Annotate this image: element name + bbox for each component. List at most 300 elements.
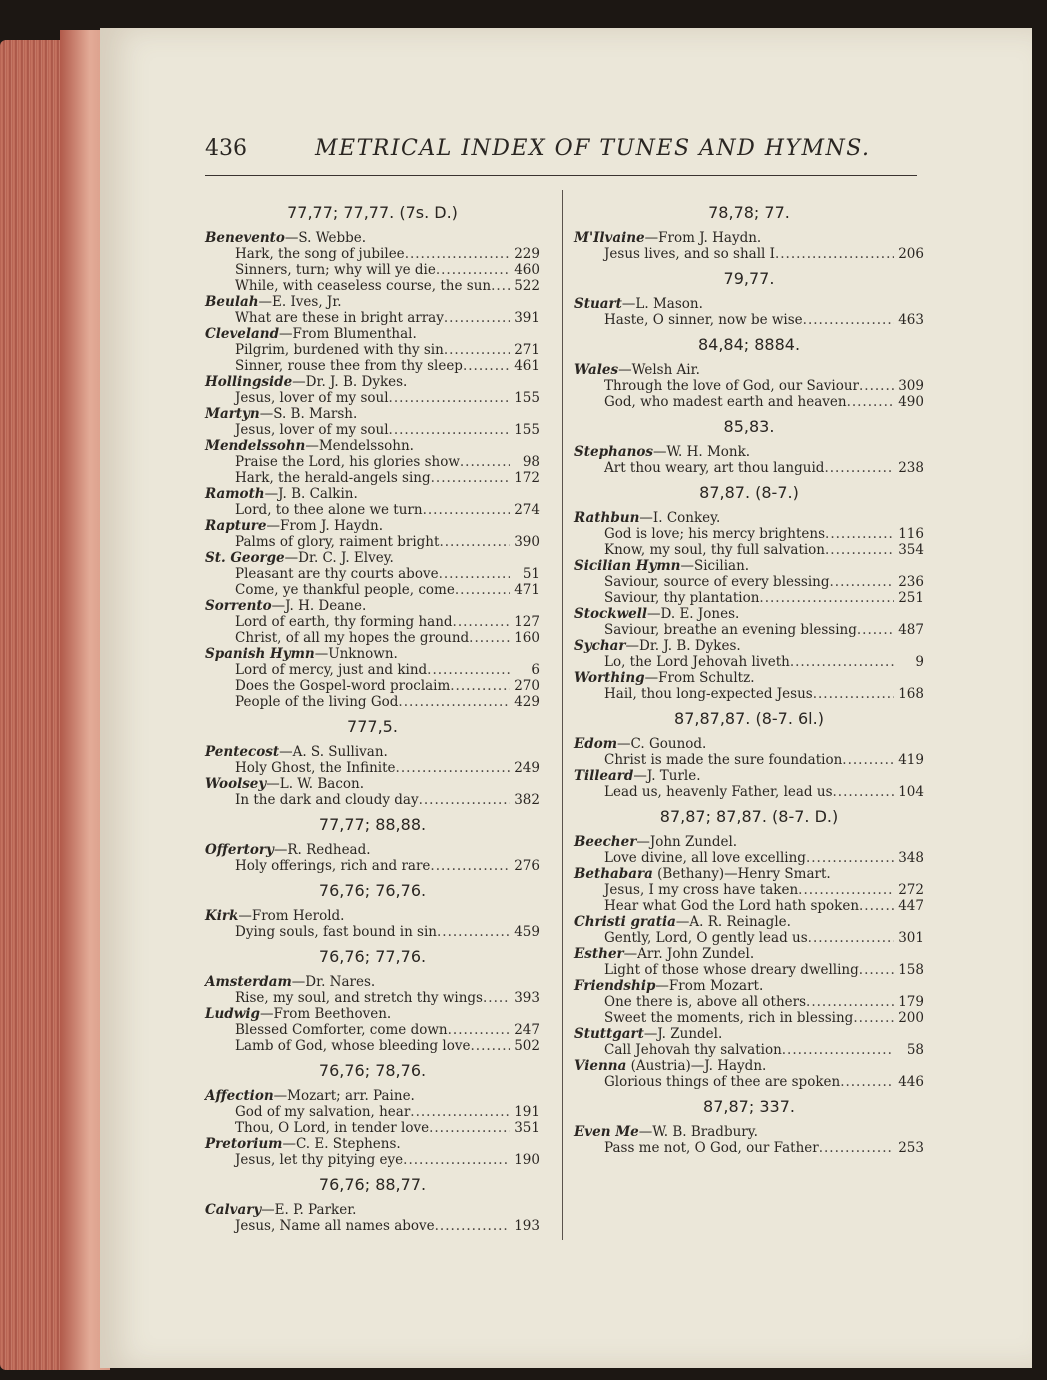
dot-leader <box>833 784 895 800</box>
meter-section <box>574 416 924 476</box>
tune-name: Stuart <box>574 296 622 312</box>
tune-name: Bethabara <box>574 866 653 882</box>
hymn-page-number: 487 <box>898 622 924 638</box>
tune-line <box>574 834 924 850</box>
hymn-first-line: One there is, above all others <box>604 994 807 1010</box>
tune-composer: —From J. Haydn. <box>644 230 762 246</box>
tune-composer: —Mozart; arr. Paine. <box>273 1088 415 1104</box>
hymn-page-number: 309 <box>898 378 924 394</box>
hymn-entry <box>574 654 924 670</box>
dot-leader <box>782 1042 894 1058</box>
tune-line <box>574 296 924 312</box>
tune-composer: —J. H. Deane. <box>271 598 367 614</box>
tune-name: Even Me <box>574 1124 639 1140</box>
hymn-first-line: Thou, O Lord, in tender love <box>235 1120 430 1136</box>
hymn-page-number: 276 <box>514 858 540 874</box>
dot-leader <box>483 990 510 1006</box>
dot-leader <box>825 526 894 542</box>
meter-section <box>205 202 540 710</box>
meter-section <box>574 708 924 800</box>
dot-leader <box>819 1140 894 1156</box>
tune-line <box>205 598 540 614</box>
meter-section <box>574 806 924 1090</box>
hymn-page-number: 429 <box>514 694 540 710</box>
hymn-page-number: 104 <box>898 784 924 800</box>
dot-leader <box>806 850 894 866</box>
meter-section <box>574 1096 924 1156</box>
left-column <box>205 196 540 1234</box>
hymn-entry <box>574 930 924 946</box>
hymn-first-line: Pass me not, O God, our Father <box>604 1140 819 1156</box>
tune-line <box>574 670 924 686</box>
tune-line <box>205 1202 540 1218</box>
hymn-page-number: 155 <box>514 390 540 406</box>
hymn-first-line: Lord of earth, thy forming hand <box>235 614 453 630</box>
tune-name: Sorrento <box>205 598 272 614</box>
header-rule <box>205 175 917 176</box>
tune-line <box>574 946 924 962</box>
hymn-first-line: Holy Ghost, the Infinite <box>235 760 396 776</box>
tune-name: Stephanos <box>574 444 653 460</box>
hymn-first-line: Love divine, all love excelling <box>604 850 806 866</box>
dot-leader <box>824 460 894 476</box>
dot-leader <box>463 358 510 374</box>
hymn-entry <box>205 858 540 874</box>
hymn-page-number: 419 <box>898 752 924 768</box>
hymn-first-line: Sweet the moments, rich in blessing <box>604 1010 854 1026</box>
dot-leader <box>840 1074 894 1090</box>
tune-name: Woolsey <box>205 776 267 792</box>
hymn-entry <box>574 526 924 542</box>
hymn-entry <box>205 1152 540 1168</box>
hymn-first-line: Sinner, rouse thee from thy sleep <box>235 358 463 374</box>
meter-section <box>205 1060 540 1168</box>
tune-composer: —W. B. Bradbury. <box>638 1124 758 1140</box>
hymn-page-number: 238 <box>898 460 924 476</box>
hymn-entry <box>205 678 540 694</box>
hymn-first-line: Does the Gospel-word proclaim <box>235 678 451 694</box>
hymn-first-line: Christ, of all my hopes the ground <box>235 630 470 646</box>
page-title: METRICAL INDEX OF TUNES AND HYMNS. <box>315 136 871 161</box>
hymn-first-line: Lamb of God, whose bleeding love <box>235 1038 471 1054</box>
tune-composer: —R. Redhead. <box>273 842 371 858</box>
hymn-entry <box>205 614 540 630</box>
hymn-first-line: Sinners, turn; why will ye die <box>235 262 436 278</box>
dot-leader <box>419 792 510 808</box>
hymn-first-line: God, who madest earth and heaven <box>604 394 847 410</box>
hymn-page-number: 58 <box>906 1042 924 1058</box>
tune-composer: —From Blumenthal. <box>279 326 417 342</box>
hymn-entry <box>574 590 924 606</box>
hymn-entry <box>205 502 540 518</box>
dot-leader <box>806 994 894 1010</box>
dot-leader <box>435 1218 510 1234</box>
hymn-page-number: 490 <box>898 394 924 410</box>
meter-section <box>205 1174 540 1234</box>
tune-name: Rapture <box>205 518 267 534</box>
dot-leader <box>790 654 894 670</box>
hymn-entry <box>205 454 540 470</box>
tune-name: Affection <box>205 1088 274 1104</box>
tune-composer: —Unknown. <box>314 646 398 662</box>
hymn-entry <box>205 566 540 582</box>
dot-leader <box>798 882 894 898</box>
hymn-first-line: Call Jehovah thy salvation <box>604 1042 782 1058</box>
tune-name: Calvary <box>205 1202 262 1218</box>
page-header <box>205 136 925 176</box>
hymn-page-number: 9 <box>915 654 924 670</box>
hymn-entry <box>205 990 540 1006</box>
hymn-first-line: Haste, O sinner, now be wise <box>604 312 803 328</box>
dot-leader <box>444 342 510 358</box>
hymn-first-line: Lo, the Lord Jehovah liveth <box>604 654 790 670</box>
meter-section <box>205 716 540 808</box>
dot-leader <box>460 454 510 470</box>
dot-leader <box>842 752 894 768</box>
meter-heading: 77,77; 88,88. <box>318 815 427 834</box>
tune-name: Worthing <box>574 670 645 686</box>
hymn-first-line: Light of those whose dreary dwelling <box>604 962 859 978</box>
hymn-page-number: 236 <box>898 574 924 590</box>
hymn-first-line: Lord of mercy, just and kind <box>235 662 428 678</box>
dot-leader <box>437 924 510 940</box>
tune-composer: —Mendelssohn. <box>305 438 414 454</box>
tune-composer: —I. Conkey. <box>639 510 721 526</box>
hymn-first-line: Art thou weary, art thou languid <box>604 460 825 476</box>
dot-leader <box>398 694 510 710</box>
dot-leader <box>455 582 510 598</box>
hymn-page-number: 348 <box>898 850 924 866</box>
hymn-page-number: 229 <box>514 246 540 262</box>
hymn-entry <box>205 470 540 486</box>
right-column <box>574 196 924 1156</box>
hymn-page-number: 155 <box>514 422 540 438</box>
hymn-first-line: Gently, Lord, O gently lead us <box>604 930 808 946</box>
tune-line <box>574 362 924 378</box>
meter-heading: 77,77; 77,77. (7s. D.) <box>287 203 458 222</box>
tune-composer: —L. W. Bacon. <box>266 776 365 792</box>
tune-line <box>205 776 540 792</box>
tune-line <box>574 444 924 460</box>
dot-leader <box>491 278 510 294</box>
hymn-entry <box>205 1104 540 1120</box>
hymn-first-line: Christ is made the sure foundation <box>604 752 843 768</box>
tune-line <box>205 518 540 534</box>
hymn-entry <box>574 1074 924 1090</box>
tune-name: Pretorium <box>205 1136 283 1152</box>
tune-name: Amsterdam <box>205 974 292 990</box>
hymn-page-number: 253 <box>898 1140 924 1156</box>
meter-heading: 76,76; 78,76. <box>318 1061 427 1080</box>
tune-name: Offertory <box>205 842 274 858</box>
hymn-page-number: 247 <box>514 1022 540 1038</box>
hymn-entry <box>205 534 540 550</box>
hymn-page-number: 301 <box>898 930 924 946</box>
tune-name: Beecher <box>574 834 637 850</box>
meter-heading: 85,83. <box>723 417 775 436</box>
dot-leader <box>808 930 894 946</box>
hymn-page-number: 116 <box>898 526 924 542</box>
hymn-first-line: Come, ye thankful people, come <box>235 582 455 598</box>
hymn-entry <box>205 582 540 598</box>
hymn-entry <box>205 792 540 808</box>
tune-composer: —Arr. John Zundel. <box>623 946 755 962</box>
dot-leader <box>450 678 510 694</box>
hymn-first-line: Glorious things of thee are spoken <box>604 1074 841 1090</box>
hymn-page-number: 390 <box>514 534 540 550</box>
hymn-first-line: Jesus, let thy pitying eye <box>235 1152 404 1168</box>
tune-composer: (Bethany)—Henry Smart. <box>652 866 831 882</box>
tune-composer: —Welsh Air. <box>618 362 700 378</box>
dot-leader <box>436 262 510 278</box>
hymn-first-line: What are these in bright array <box>235 310 444 326</box>
meter-heading: 76,76; 88,77. <box>318 1175 427 1194</box>
tune-name: Edom <box>574 736 618 752</box>
hymn-page-number: 251 <box>898 590 924 606</box>
tune-line <box>205 326 540 342</box>
tune-name: Sicilian Hymn <box>574 558 681 574</box>
meter-section <box>574 268 924 328</box>
hymn-first-line: Hark, the herald-angels sing <box>235 470 431 486</box>
hymn-entry <box>205 262 540 278</box>
hymn-entry <box>574 312 924 328</box>
tune-name: Friendship <box>574 978 656 994</box>
hymn-first-line: Saviour, thy plantation <box>604 590 760 606</box>
tune-composer: —E. Ives, Jr. <box>258 294 342 310</box>
hymn-page-number: 461 <box>514 358 540 374</box>
hymn-entry <box>205 390 540 406</box>
hymn-entry <box>205 1218 540 1234</box>
hymn-first-line: Holy offerings, rich and rare <box>235 858 431 874</box>
dot-leader <box>439 566 510 582</box>
hymn-entry <box>574 574 924 590</box>
hymn-page-number: 158 <box>898 962 924 978</box>
hymn-first-line: Jesus, lover of my soul <box>235 422 389 438</box>
tune-composer: —J. Zundel. <box>643 1026 723 1042</box>
dot-leader <box>429 1120 510 1136</box>
dot-leader <box>775 246 894 262</box>
hymn-entry <box>574 1042 924 1058</box>
hymn-page-number: 447 <box>898 898 924 914</box>
hymn-first-line: Pilgrim, burdened with thy sin <box>235 342 444 358</box>
hymn-entry <box>574 962 924 978</box>
column-divider <box>562 190 563 1240</box>
hymn-entry <box>574 460 924 476</box>
hymn-entry <box>574 394 924 410</box>
meter-section <box>205 880 540 940</box>
tune-name: Benevento <box>205 230 285 246</box>
hymn-entry <box>205 630 540 646</box>
hymn-page-number: 463 <box>898 312 924 328</box>
hymn-first-line: People of the living God <box>235 694 399 710</box>
hymn-entry <box>205 924 540 940</box>
dot-leader <box>803 312 894 328</box>
tune-name: St. George <box>205 550 285 566</box>
tune-composer: —C. E. Stephens. <box>282 1136 401 1152</box>
hymn-first-line: While, with ceaseless course, the sun <box>235 278 492 294</box>
hymn-entry <box>574 1010 924 1026</box>
hymn-first-line: Jesus, I my cross have taken <box>604 882 799 898</box>
hymn-first-line: Saviour, source of every blessing <box>604 574 830 590</box>
meter-heading: 76,76; 76,76. <box>318 881 427 900</box>
tune-line <box>205 1088 540 1104</box>
tune-name: Vienna <box>574 1058 627 1074</box>
tune-line <box>574 558 924 574</box>
tune-line <box>205 438 540 454</box>
dot-leader <box>847 394 894 410</box>
hymn-first-line: Blessed Comforter, come down <box>235 1022 448 1038</box>
dot-leader <box>403 1152 510 1168</box>
meter-heading: 84,84; 8884. <box>697 335 801 354</box>
tune-line <box>205 230 540 246</box>
dot-leader <box>431 470 510 486</box>
hymn-first-line: Rise, my soul, and stretch thy wings <box>235 990 483 1006</box>
tune-line <box>205 842 540 858</box>
hymn-page-number: 168 <box>898 686 924 702</box>
tune-composer: —D. E. Jones. <box>647 606 740 622</box>
hymn-first-line: In the dark and cloudy day <box>235 792 419 808</box>
hymn-page-number: 502 <box>514 1038 540 1054</box>
meter-heading: 78,78; 77. <box>708 203 790 222</box>
hymn-page-number: 522 <box>514 278 540 294</box>
tune-line <box>574 1026 924 1042</box>
hymn-page-number: 460 <box>514 262 540 278</box>
tune-composer: —From Mozart. <box>655 978 764 994</box>
hymn-page-number: 51 <box>522 566 540 582</box>
tune-line <box>205 908 540 924</box>
tune-composer: —J. B. Calkin. <box>264 486 358 502</box>
hymn-entry <box>205 1038 540 1054</box>
tune-line <box>205 550 540 566</box>
tune-name: Wales <box>574 362 619 378</box>
tune-name: Stuttgart <box>574 1026 644 1042</box>
tune-name: Ramoth <box>205 486 265 502</box>
meter-heading: 76,76; 77,76. <box>318 947 427 966</box>
dot-leader <box>439 534 510 550</box>
hymn-first-line: Saviour, breathe an evening blessing <box>604 622 857 638</box>
hymn-entry <box>574 752 924 768</box>
dot-leader <box>853 1010 894 1026</box>
dot-leader <box>859 378 894 394</box>
tune-line <box>205 744 540 760</box>
tune-composer: (Austria)—J. Haydn. <box>626 1058 767 1074</box>
tune-line <box>205 294 540 310</box>
hymn-first-line: Hark, the song of jubilee <box>235 246 405 262</box>
tune-composer: —From Beethoven. <box>259 1006 392 1022</box>
hymn-page-number: 160 <box>514 630 540 646</box>
hymn-entry <box>205 694 540 710</box>
hymn-page-number: 391 <box>514 310 540 326</box>
hymn-page-number: 382 <box>514 792 540 808</box>
meter-heading: 87,87; 337. <box>703 1097 795 1116</box>
meter-section <box>205 814 540 874</box>
hymn-page-number: 354 <box>898 542 924 558</box>
hymn-page-number: 272 <box>898 882 924 898</box>
meter-heading: 87,87,87. (8-7. 6l.) <box>674 709 824 728</box>
hymn-page-number: 271 <box>514 342 540 358</box>
tune-name: Martyn <box>205 406 260 422</box>
hymn-first-line: Know, my soul, thy full salvation <box>604 542 826 558</box>
tune-line <box>574 1124 924 1140</box>
tune-composer: —S. Webbe. <box>284 230 367 246</box>
hymn-entry <box>205 278 540 294</box>
tune-name: Stockwell <box>574 606 648 622</box>
tune-composer: —Dr. J. B. Dykes. <box>625 638 741 654</box>
hymn-page-number: 446 <box>898 1074 924 1090</box>
hymn-first-line: God of my salvation, hear <box>235 1104 411 1120</box>
hymn-page-number: 127 <box>514 614 540 630</box>
tune-line <box>205 406 540 422</box>
hymn-first-line: Jesus, Name all names above <box>235 1218 435 1234</box>
dot-leader <box>830 574 894 590</box>
hymn-page-number: 179 <box>898 994 924 1010</box>
meter-section <box>574 482 924 702</box>
hymn-first-line: Praise the Lord, his glories show <box>235 454 460 470</box>
hymn-page-number: 471 <box>514 582 540 598</box>
hymn-entry <box>205 422 540 438</box>
tune-line <box>205 1006 540 1022</box>
tune-composer: —L. Mason. <box>621 296 703 312</box>
meter-heading: 79,77. <box>723 269 775 288</box>
hymn-page-number: 206 <box>898 246 924 262</box>
tune-name: Christi gratia <box>574 914 676 930</box>
dot-leader <box>825 542 894 558</box>
meter-section <box>574 202 924 262</box>
hymn-page-number: 98 <box>522 454 540 470</box>
tune-line <box>205 374 540 390</box>
hymn-page-number: 193 <box>514 1218 540 1234</box>
tune-composer: —From J. Haydn. <box>266 518 384 534</box>
tune-name: Hollingside <box>205 374 293 390</box>
tune-composer: —S. B. Marsh. <box>259 406 358 422</box>
hymn-entry <box>205 246 540 262</box>
meter-section <box>574 334 924 410</box>
dot-leader <box>453 614 510 630</box>
hymn-first-line: Pleasant are thy courts above <box>235 566 439 582</box>
tune-composer: —From Herold. <box>238 908 345 924</box>
tune-line <box>574 768 924 784</box>
hymn-entry <box>205 358 540 374</box>
dot-leader <box>469 630 510 646</box>
hymn-entry <box>205 342 540 358</box>
dot-leader <box>389 390 510 406</box>
hymn-first-line: Lord, to thee alone we turn <box>235 502 423 518</box>
hymn-entry <box>574 882 924 898</box>
hymn-first-line: Jesus, lover of my soul <box>235 390 389 406</box>
hymn-entry <box>574 378 924 394</box>
tune-line <box>574 230 924 246</box>
tune-composer: —Dr. C. J. Elvey. <box>284 550 394 566</box>
hymn-first-line: Dying souls, fast bound in sin <box>235 924 437 940</box>
tune-line <box>574 866 924 882</box>
tune-composer: —A. R. Reinagle. <box>675 914 791 930</box>
dot-leader <box>389 422 510 438</box>
hymn-entry <box>205 1120 540 1136</box>
hymn-page-number: 200 <box>898 1010 924 1026</box>
hymn-page-number: 249 <box>514 760 540 776</box>
hymn-page-number: 393 <box>514 990 540 1006</box>
hymn-entry <box>574 898 924 914</box>
hymn-entry <box>574 622 924 638</box>
hymn-entry <box>574 850 924 866</box>
dot-leader <box>859 962 894 978</box>
tune-name: Esther <box>574 946 624 962</box>
dot-leader <box>427 662 510 678</box>
tune-name: Rathbun <box>574 510 640 526</box>
tune-composer: —John Zundel. <box>636 834 738 850</box>
tune-line <box>205 646 540 662</box>
tune-name: Ludwig <box>205 1006 260 1022</box>
